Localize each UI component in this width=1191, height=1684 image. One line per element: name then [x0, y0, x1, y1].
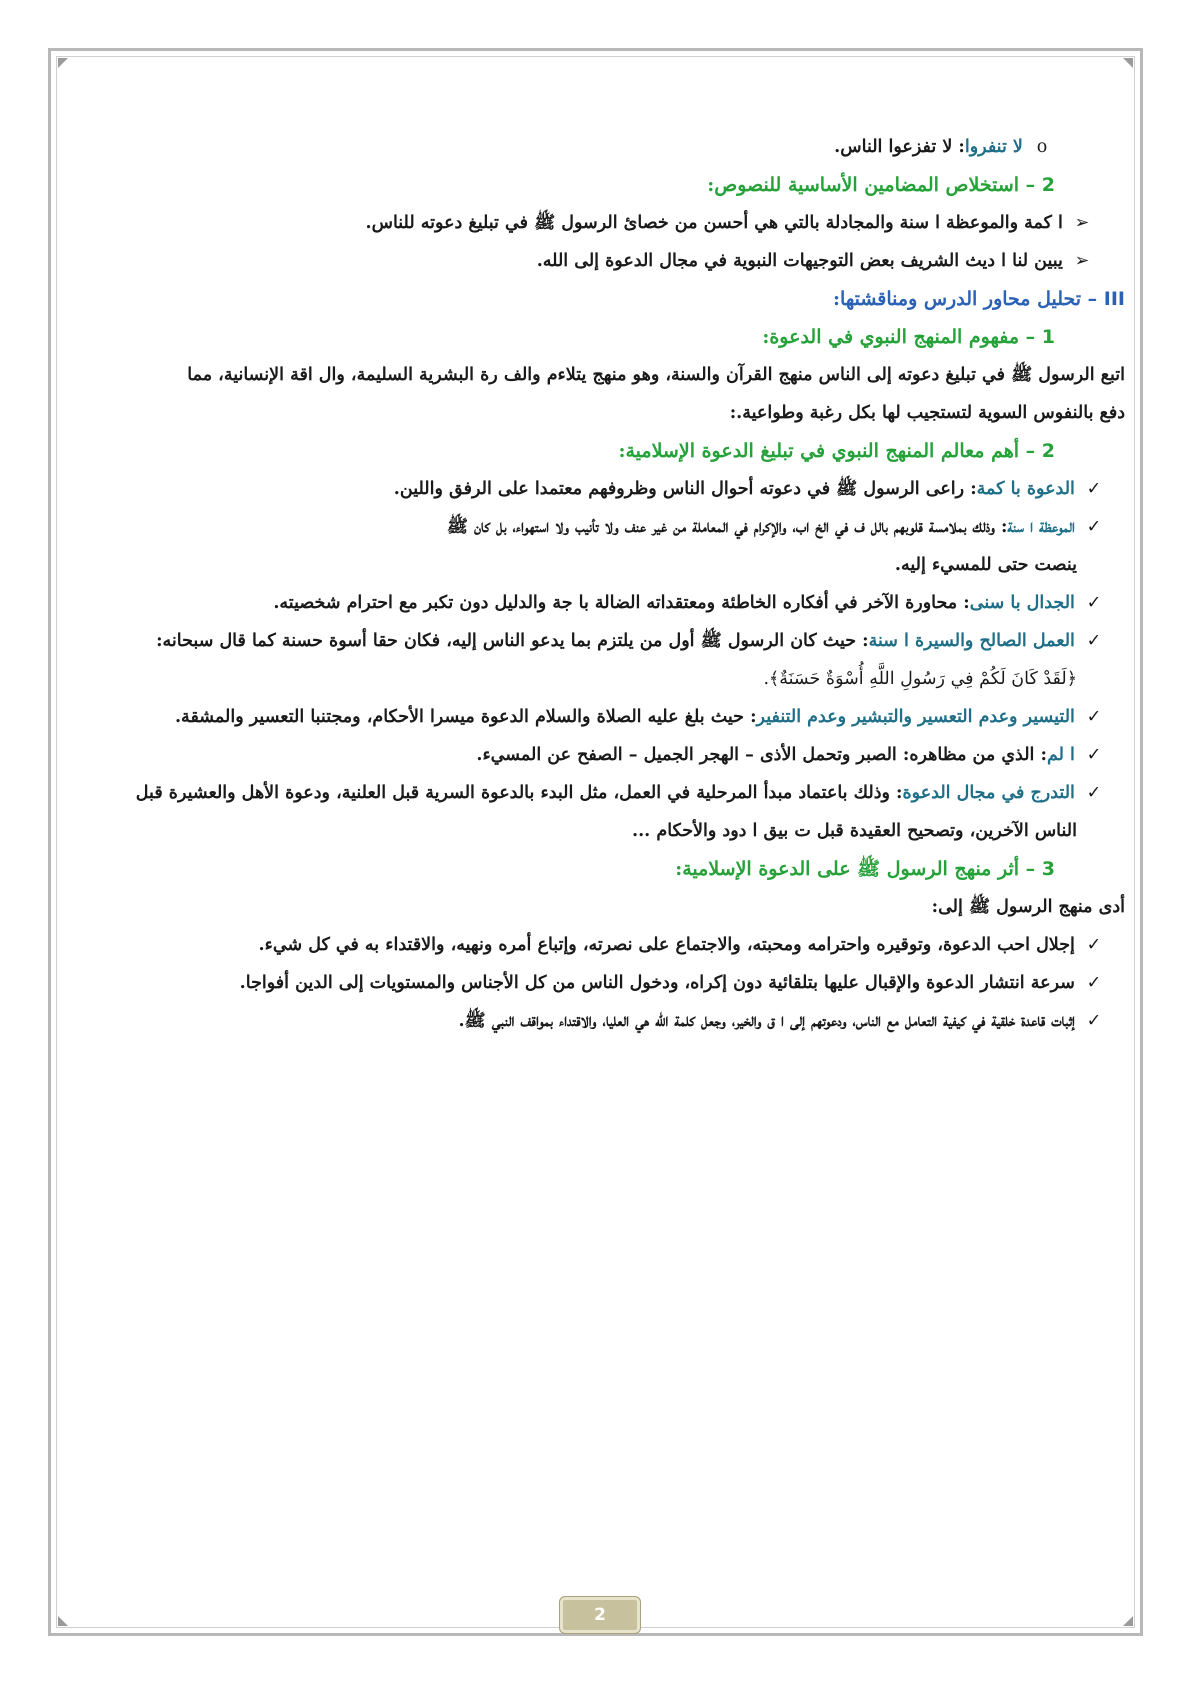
list-item-text: سرعة انتشار الدعوة والإقبال عليها بتلقائية دون إكراه، ودخول الناس من كل الأجناس والمستويات إلى الدين أفواجا. — [239, 973, 1075, 993]
corner-ornament — [1123, 58, 1133, 68]
heading-text: – مفهوم المنهج النبوي في الدعوة: — [762, 326, 1042, 348]
term-label: لا تنفروا — [964, 137, 1023, 157]
paragraph-line: أدى منهج الرسول ﷺ إلى: — [931, 897, 1125, 917]
list-item — [75, 470, 1125, 508]
list-item — [75, 584, 1125, 622]
heading-text: – أثر منهج الرسول ﷺ على الدعوة الإسلامية: — [675, 858, 1042, 880]
term-text: : الذي من مظاهره: الصبر وتحمل الأذى – الهجر الجميل – الصفح عن المسيء. — [476, 745, 1047, 765]
term-label: الدعوة با كمة — [976, 479, 1075, 499]
arrow-bullet-icon: ➢ — [1074, 213, 1090, 233]
list-item-continuation: الناس الآخرين، وتصحيح العقيدة قبل ت بيق ا دود والأحكام ... — [632, 821, 1077, 841]
corner-ornament — [1123, 1616, 1133, 1626]
check-bullet-icon: ✓ — [1086, 479, 1102, 499]
list-item — [75, 508, 1125, 546]
term-text: : راعى الرسول ﷺ في دعوته أحوال الناس وظروفهم معتمدا على الرفق واللين. — [393, 479, 977, 499]
heading-number: 3 — [1041, 858, 1055, 880]
list-item — [75, 926, 1125, 964]
list-item-text: إجلال احب الدعوة، وتوقيره واحترامه ومحبته، والاجتماع على نصرته، وإتباع أمره ونهيه، والاقتداء به في كل شيء. — [258, 935, 1075, 955]
check-bullet-icon: ✓ — [1086, 593, 1102, 613]
term-label: ا لم — [1046, 745, 1075, 765]
check-bullet-icon: ✓ — [1086, 973, 1102, 993]
list-item — [75, 698, 1125, 736]
heading-text: – أهم معالم المنهج النبوي في تبليغ الدعوة الإسلامية: — [618, 440, 1042, 462]
heading-text: – استخلاص المضامين الأساسية للنصوص: — [707, 174, 1042, 196]
page-number: 2 — [559, 1596, 641, 1634]
list-item-continuation: ينصت حتى للمسيء إليه. — [894, 555, 1077, 575]
term-text: : وذلك بملامسة قلوبهم بالل ف في الخ اب، والإكرام في المعاملة من غير عنف ولا تأنيب ولا استهواء، بل كان ﷺ — [446, 517, 1008, 537]
list-item — [75, 622, 1125, 660]
term-label: الجدال با سنى — [969, 593, 1075, 613]
check-bullet-icon: ✓ — [1086, 745, 1102, 765]
section-heading — [75, 318, 1125, 356]
check-bullet-icon: ✓ — [1086, 517, 1102, 537]
circle-bullet-icon: o — [1036, 137, 1048, 157]
term-text: : لا تفزعوا الناس. — [834, 137, 965, 157]
term-text: : محاورة الآخر في أفكاره الخاطئة ومعتقداته الضالة با جة والدليل دون تكبر مع احترام شخصيته. — [273, 593, 970, 613]
list-item — [75, 204, 1125, 242]
paragraph-line: اتبع الرسول ﷺ في تبليغ دعوته إلى الناس منهج القرآن والسنة، وهو منهج يتلاءم والف رة البشرية السليمة، وال اقة الإنسانية، مما — [187, 365, 1125, 385]
term-label: الموعظة ا سنة — [1007, 517, 1075, 537]
heading-text: – تحليل محاور الدرس ومناقشتها: — [833, 288, 1104, 310]
corner-ornament — [58, 58, 68, 68]
heading-number: III — [1103, 288, 1125, 310]
term-label: التدرج في مجال الدعوة — [902, 783, 1075, 803]
check-bullet-icon: ✓ — [1086, 935, 1102, 955]
quran-verse: ﴿لَقَدْ كَانَ لَكُمْ فِي رَسُولِ اللَّهِ أُسْوَةٌ حَسَنَةٌ﴾. — [763, 669, 1077, 689]
heading-number: 2 — [1041, 440, 1055, 462]
paragraph-line: دفع بالنفوس السوية لتستجيب لها بكل رغبة وطواعية.: — [729, 403, 1125, 423]
term-text: : حيث بلغ عليه الصلاة والسلام الدعوة ميسرا الأحكام، ومجتنبا التعسير والمشقة. — [174, 707, 757, 727]
section-heading — [75, 432, 1125, 470]
section-heading — [75, 166, 1125, 204]
term-text: : وذلك باعتماد مبدأ المرحلية في العمل، مثل البدء بالدعوة السرية قبل العلنية، ودعوة الأهل والعشيرة قبل — [135, 783, 903, 803]
check-bullet-icon: ✓ — [1086, 707, 1102, 727]
list-item-text: يبين لنا ا ديث الشريف بعض التوجيهات النبوية في مجال الدعوة إلى الله. — [536, 251, 1063, 271]
check-bullet-icon: ✓ — [1086, 783, 1102, 803]
list-item — [75, 242, 1125, 280]
term-text: : حيث كان الرسول ﷺ أول من يلتزم بما يدعو الناس إليه، فكان حقا أسوة حسنة كما قال سبحانه: — [156, 631, 869, 651]
check-bullet-icon: ✓ — [1086, 1011, 1102, 1031]
list-item — [75, 736, 1125, 774]
list-item — [75, 774, 1125, 812]
section-heading — [75, 280, 1125, 318]
corner-ornament — [58, 1616, 68, 1626]
heading-number: 2 — [1041, 174, 1055, 196]
document-body — [75, 128, 1125, 1040]
list-item-text: ا كمة والموعظة ا سنة والمجادلة بالتي هي أحسن من خصائ الرسول ﷺ في تبليغ دعوته للناس. — [365, 213, 1063, 233]
arrow-bullet-icon: ➢ — [1074, 251, 1090, 271]
term-label: التيسير وعدم التعسير والتبشير وعدم التنفير — [756, 707, 1075, 727]
list-item-text: إثبات قاعدة خلقية في كيفية التعامل مع الناس، ودعوتهم إلى ا ق والخير، وجعل كلمة الله هي العليا، والاقتداء بمواقف النبي ﷺ. — [458, 1011, 1075, 1031]
list-item — [75, 964, 1125, 1002]
list-item — [75, 128, 1125, 166]
check-bullet-icon: ✓ — [1086, 631, 1102, 651]
section-heading — [75, 850, 1125, 888]
term-label: العمل الصالح والسيرة ا سنة — [868, 631, 1075, 651]
heading-number: 1 — [1041, 326, 1055, 348]
list-item — [75, 1002, 1125, 1040]
